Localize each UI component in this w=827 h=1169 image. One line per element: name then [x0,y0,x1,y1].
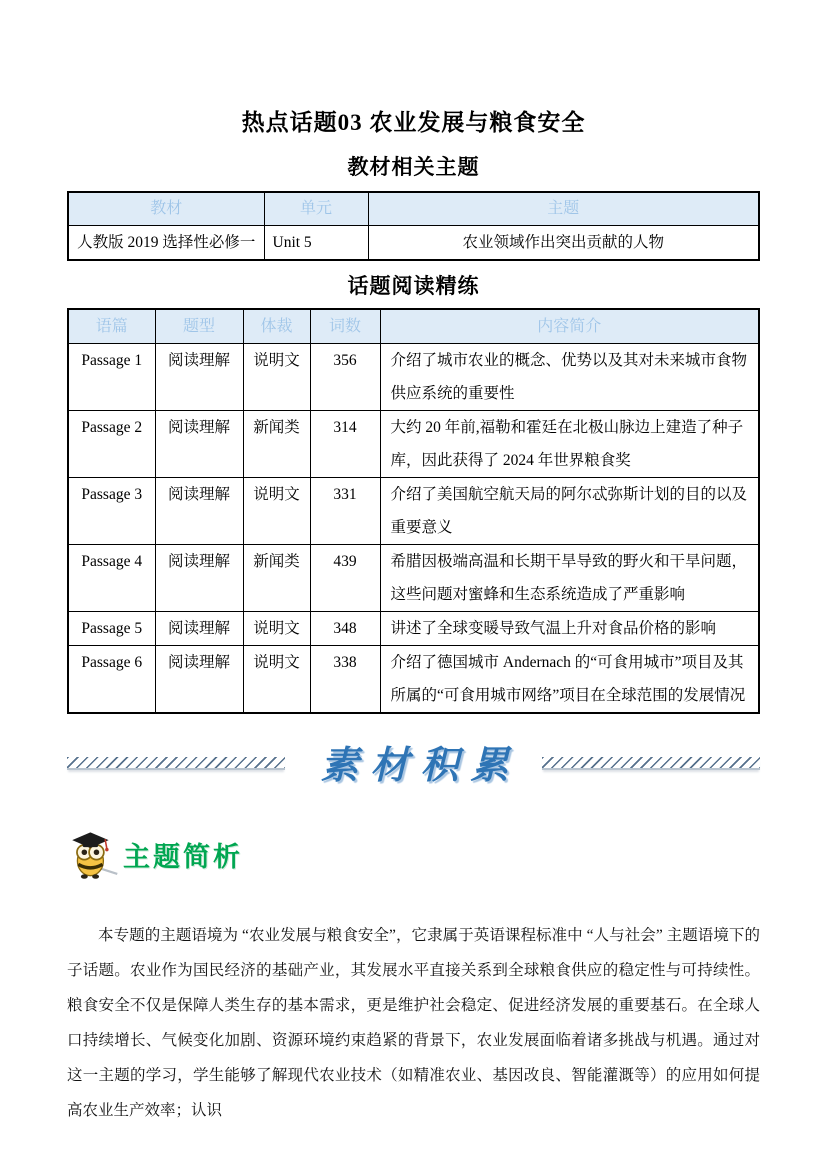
table-cell: Unit 5 [264,226,368,261]
table-cell: 说明文 [243,612,310,646]
table-cell: 阅读理解 [155,646,243,714]
table-cell: 人教版 2019 选择性必修一 [68,226,264,261]
table-row [68,612,759,646]
table-cell: 大约 20 年前,福勒和霍廷在北极山脉边上建造了种子库，因此获得了 2024 年世界粮食奖 [380,411,759,478]
analysis-paragraph: 本专题的主题语境为 “农业发展与粮食安全”，它隶属于英语课程标准中 “人与社会” 主题语境下的子话题。农业作为国民经济的基础产业，其发展水平直接关系到全球粮食供应的稳定性与可持续性。粮食安全不仅是保障人类生存的基本需求，更是维护社会稳定、促进经济发展的重要基石。在全球人口持续增长、气候变化加剧、资源环境约束趋紧的背景下，农业发展面临着诸多挑战与机遇。通过对这一主题的学习，学生能够了解现代农业技术（如精准农业、基因改良、智能灌溉等）的应用如何提高农业生产效率；认识 [67,927,760,1119]
table-cell: 439 [310,545,380,612]
analysis-heading-block [67,824,760,884]
table-cell: Passage 4 [68,545,155,612]
table-header-row [68,309,759,344]
table-cell: 介绍了城市农业的概念、优势以及其对未来城市食物供应系统的重要性 [380,344,759,411]
table-cell: 新闻类 [243,411,310,478]
table-cell: 农业领域作出突出贡献的人物 [368,226,759,261]
table-row [68,226,759,261]
table-cell: Passage 1 [68,344,155,411]
hatch-line-right-icon [542,757,760,770]
table-row [68,646,759,714]
table-row [68,344,759,411]
table-row [68,478,759,545]
bee-graduate-mascot-icon [67,825,119,883]
table-header-cell: 体裁 [243,309,310,344]
table-cell: 讲述了全球变暖导致气温上升对食品价格的影响 [380,612,759,646]
reading-table [67,308,760,714]
banner-title: 素材积累 [320,741,521,787]
table-header-cell: 主题 [368,192,759,226]
table-row [68,545,759,612]
table-header-cell: 题型 [155,309,243,344]
analysis-heading: 主题简析 [123,841,243,872]
table-cell: 阅读理解 [155,612,243,646]
table-header-cell: 词数 [310,309,380,344]
hatch-line-left-icon [67,757,285,770]
table-header-cell: 语篇 [68,309,155,344]
table-cell: 阅读理解 [155,344,243,411]
table-cell: 阅读理解 [155,478,243,545]
table-cell: Passage 6 [68,646,155,714]
table-cell: 希腊因极端高温和长期干旱导致的野火和干旱问题，这些问题对蜜蜂和生态系统造成了严重影响 [380,545,759,612]
table-cell: 阅读理解 [155,411,243,478]
table-cell: 阅读理解 [155,545,243,612]
section-heading-reading: 话题阅读精练 [347,274,480,298]
table-cell: 介绍了美国航空航天局的阿尔忒弥斯计划的目的以及重要意义 [380,478,759,545]
table-header-cell: 教材 [68,192,264,226]
table-cell: 说明文 [243,344,310,411]
table-cell: 说明文 [243,646,310,714]
section-heading-textbook: 教材相关主题 [347,155,480,179]
table-header-row [68,192,759,226]
textbook-table [67,191,760,261]
table-cell: 356 [310,344,380,411]
table-header-cell: 内容简介 [380,309,759,344]
table-cell: 说明文 [243,478,310,545]
material-banner [67,734,760,788]
table-cell: 348 [310,612,380,646]
table-cell: 338 [310,646,380,714]
table-row [68,411,759,478]
table-cell: Passage 2 [68,411,155,478]
table-header-cell: 单元 [264,192,368,226]
table-cell: Passage 5 [68,612,155,646]
table-cell: 314 [310,411,380,478]
page-title: 热点话题03 农业发展与粮食安全 [241,110,586,135]
table-cell: 331 [310,478,380,545]
table-cell: Passage 3 [68,478,155,545]
table-cell: 介绍了德国城市 Andernach 的“可食用城市”项目及其所属的“可食用城市网络”项目在全球范围的发展情况 [380,646,759,714]
table-cell: 新闻类 [243,545,310,612]
